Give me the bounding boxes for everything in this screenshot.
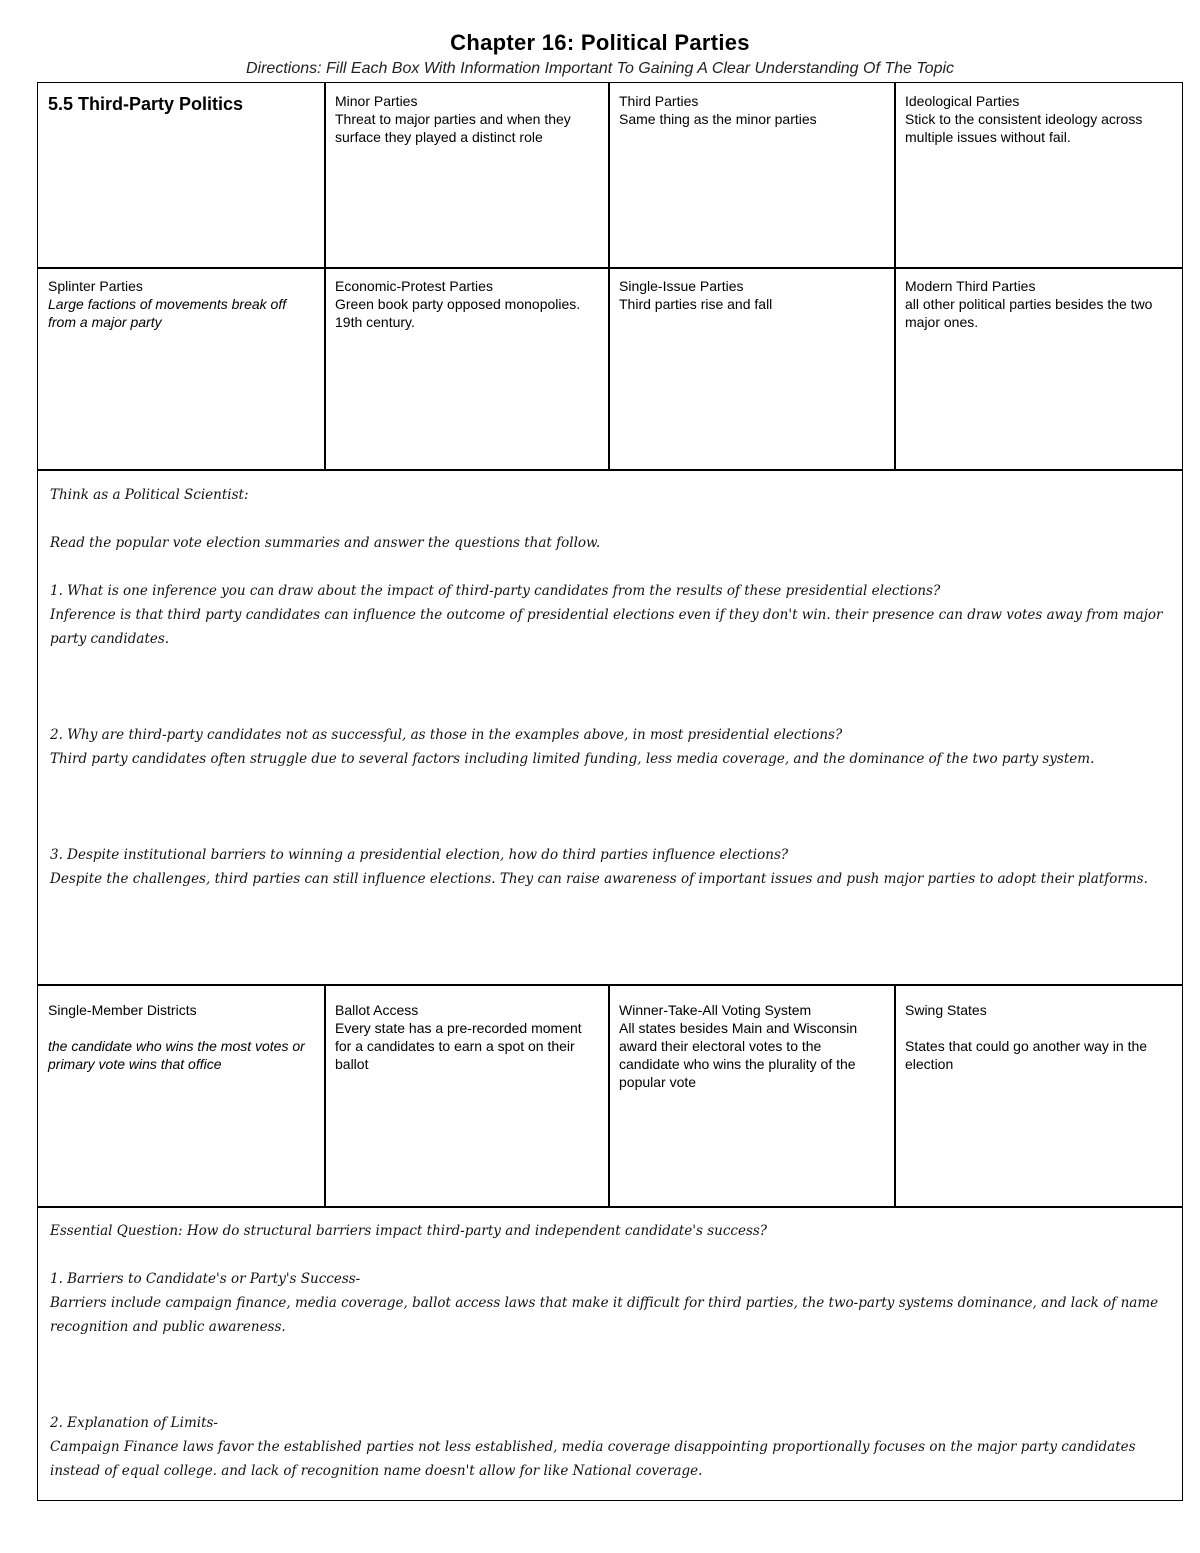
cell-label: Single-Issue Parties — [619, 278, 744, 294]
cell-text: the candidate who wins the most votes or primary vote wins that office — [48, 1038, 305, 1072]
minor-parties-cell[interactable] — [324, 82, 610, 269]
answer-3: Despite the challenges, third parties can still influence elections. They can raise awareness of important issues and push major parties to adopt their platforms. — [50, 871, 1148, 887]
cell-label: Third Parties — [619, 93, 699, 109]
cell-label: Single-Member Districts — [48, 1002, 197, 1018]
cell-text: all other political parties besides the two major ones. — [905, 296, 1153, 330]
cell-label: Splinter Parties — [48, 278, 143, 294]
winner-take-all-cell[interactable] — [608, 984, 896, 1208]
cell-label: Minor Parties — [335, 93, 418, 109]
essential-question-section[interactable] — [37, 1206, 1183, 1501]
third-parties-cell[interactable] — [608, 82, 896, 269]
cell-label: Winner-Take-All Voting System — [619, 1002, 812, 1018]
economic-protest-parties-cell[interactable] — [324, 267, 610, 471]
answer-1: Inference is that third party candidates can influence the outcome of presidential elections even if they don't win. their presence can draw votes away from major party candidates. — [50, 607, 1163, 647]
directions-text: Directions: Fill Each Box With Information Important To Gaining A Clear Understanding Of The Topic — [245, 60, 955, 77]
barriers-answer: Barriers include campaign finance, media coverage, ballot access laws that make it difficult for third parties, the two-party systems dominance, and lack of name recognition and public awareness. — [50, 1295, 1159, 1335]
modern-third-parties-cell[interactable] — [894, 267, 1183, 471]
question-3: 3. Despite institutional barriers to winning a presidential election, how do third parties influence elections? — [50, 847, 789, 863]
page-title: Chapter 16: Political Parties — [450, 30, 750, 55]
worksheet — [37, 82, 1183, 1501]
cell-text: Same thing as the minor parties — [619, 111, 817, 127]
cell-text: Green book party opposed monopolies. 19th century. — [335, 296, 581, 330]
section-heading: Think as a Political Scientist: — [50, 487, 249, 503]
swing-states-cell[interactable] — [894, 984, 1183, 1208]
cell-label: Ballot Access — [335, 1002, 419, 1018]
cell-label: Modern Third Parties — [905, 278, 1036, 294]
cell-label: Ideological Parties — [905, 93, 1020, 109]
cell-text: All states besides Main and Wisconsin award their electoral votes to the candidate who wins the plurality of the popular vote — [619, 1020, 858, 1090]
topic-title: 5.5 Third-Party Politics — [48, 94, 244, 114]
limits-answer: Campaign Finance laws favor the established parties not less established, media coverage disappointing proportionally focuses on the major party candidates instead of equal college. and lack of recognition name doesn't allow for like National coverage. — [50, 1439, 1136, 1479]
cell-text: Threat to major parties and when they surface they played a distinct role — [335, 111, 571, 145]
cell-label: Economic-Protest Parties — [335, 278, 493, 294]
ideological-parties-cell[interactable] — [894, 82, 1183, 269]
barriers-heading: 1. Barriers to Candidate's or Party's Success- — [50, 1271, 361, 1287]
topic-cell[interactable] — [37, 82, 326, 269]
section-intro: Read the popular vote election summaries and answer the questions that follow. — [50, 535, 601, 551]
splinter-parties-cell[interactable] — [37, 267, 326, 471]
cell-text: Large factions of movements break off from a major party — [48, 296, 287, 330]
single-issue-parties-cell[interactable] — [608, 267, 896, 471]
question-2: 2. Why are third-party candidates not as successful, as those in the examples above, in most presidential elections? — [50, 727, 843, 743]
answer-2: Third party candidates often struggle due to several factors including limited funding, less media coverage, and the dominance of the two party system. — [50, 751, 1095, 767]
cell-text: States that could go another way in the election — [905, 1038, 1148, 1072]
cell-label: Swing States — [905, 1002, 987, 1018]
single-member-districts-cell[interactable] — [37, 984, 326, 1208]
limits-heading: 2. Explanation of Limits- — [50, 1415, 218, 1431]
political-scientist-section[interactable] — [37, 469, 1183, 986]
question-1: 1. What is one inference you can draw about the impact of third-party candidates from the results of these presidential elections? — [50, 583, 941, 599]
cell-text: Stick to the consistent ideology across multiple issues without fail. — [905, 111, 1143, 145]
cell-text: Every state has a pre-recorded moment for a candidates to earn a spot on their ballot — [335, 1020, 582, 1072]
essential-question: Essential Question: How do structural barriers impact third-party and independent candidate's success? — [50, 1223, 768, 1239]
cell-text: Third parties rise and fall — [619, 296, 773, 312]
ballot-access-cell[interactable] — [324, 984, 610, 1208]
